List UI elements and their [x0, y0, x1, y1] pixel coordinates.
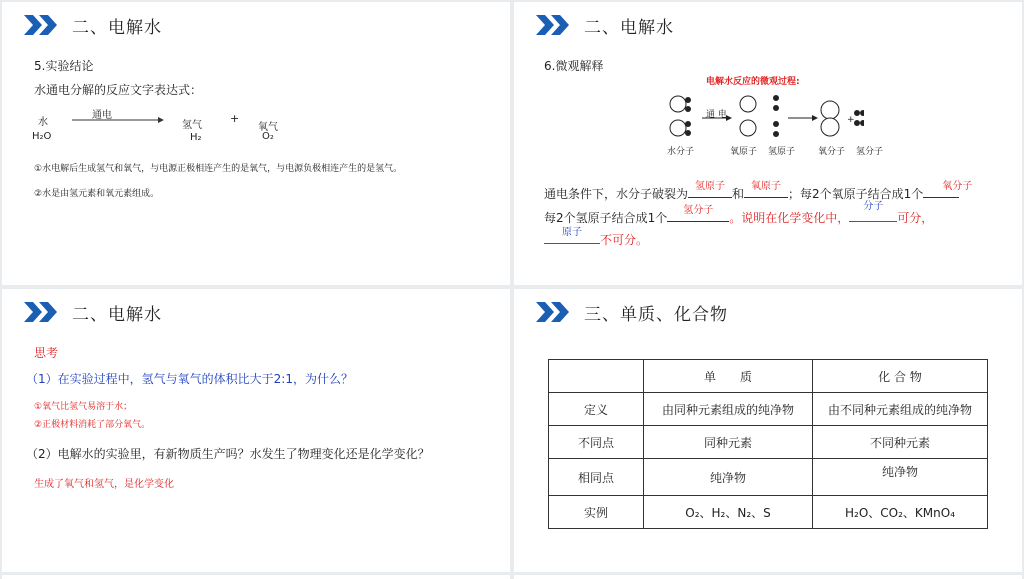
diagram-plus: +: [847, 115, 855, 125]
note-2: ②水是由氢元素和氧元素组成。: [34, 189, 160, 199]
slide-header: [24, 299, 162, 325]
double-chevron-icon: [24, 15, 60, 35]
slide-header: [24, 12, 162, 38]
table-cell: 由同种元素组成的纯净物: [644, 393, 813, 426]
table-row: [549, 393, 988, 426]
table-cell: H₂O、CO₂、KMnO₄: [813, 496, 988, 529]
table-cell: 实例: [549, 496, 644, 529]
reactant-formula: H₂O: [32, 131, 52, 142]
diagram-title: 电解水反应的微观过程:: [706, 77, 800, 87]
slide-4: [514, 289, 1022, 572]
explanation-line-1: 通电条件下，水分子破裂为 氢原子 和 氧原子 ；每2个氧原子结合成1个 氧分子: [544, 185, 959, 202]
double-chevron-icon: [536, 15, 572, 35]
comparison-table: [548, 359, 988, 529]
question-2: （2）电解水的实验里，有新物质生产吗？水发生了物理变化还是化学变化？: [26, 447, 430, 461]
table-cell: O₂、H₂、N₂、S: [644, 496, 813, 529]
table-cell: 纯净物: [644, 459, 813, 496]
label-oxygen-molecule: 氧分子: [818, 147, 846, 157]
table-header-row: [549, 360, 988, 393]
table-cell: 同种元素: [644, 426, 813, 459]
double-chevron-icon: [536, 302, 572, 322]
table-cell: 由不同种元素组成的纯净物: [813, 393, 988, 426]
label-hydrogen-atom: 氢原子: [768, 147, 796, 157]
section-heading: 5.实验结论: [34, 59, 94, 73]
table-header-cell: 化 合 物: [813, 360, 988, 393]
reaction-arrow: [72, 116, 164, 124]
slide-header: [536, 299, 728, 325]
product1-formula: H₂: [190, 132, 202, 143]
answer-2: 生成了氧气和氢气，是化学变化: [34, 479, 174, 490]
double-chevron-icon: [24, 302, 60, 322]
label-oxygen-atom: 氧原子: [730, 147, 758, 157]
slide-2: [514, 2, 1022, 285]
answer-atom: 原子: [562, 227, 582, 238]
label-hydrogen-molecule: 氢分子: [856, 147, 884, 157]
table-header-cell: 单 质: [644, 360, 813, 393]
diagram-arrow-label: 通 电: [706, 110, 727, 120]
answer-hydrogen-molecule: 氢分子: [683, 205, 714, 216]
product2-name: 氧气: [258, 122, 278, 133]
slide-title: 三、单质、化合物: [584, 304, 728, 325]
table-cell: 定义: [549, 393, 644, 426]
electrolysis-micro-diagram: [664, 90, 864, 142]
table-cell: 不同种元素: [813, 426, 988, 459]
note-1: ①水电解后生成氢气和氧气，与电源正极相连产生的是氧气，与电源负极相连产生的是氢气。: [34, 164, 403, 174]
product1-name: 氢气: [182, 120, 202, 131]
reaction-condition: 通电: [92, 110, 112, 121]
answer-1a: ①氧气比氢气易溶于水；: [34, 402, 133, 412]
equation-intro: 水通电分解的反应文字表达式：: [34, 83, 203, 97]
answer-oxygen-atom: 氧原子: [751, 181, 782, 192]
explanation-line-3: 原子 不可分。: [544, 231, 648, 248]
table-row: [549, 459, 988, 496]
answer-molecule: 分子: [863, 201, 884, 212]
slide-5-partial: [2, 575, 510, 579]
slide-3: [2, 289, 510, 572]
answer-oxygen-molecule: 氧分子: [942, 181, 973, 192]
slide-title: 二、电解水: [584, 17, 674, 38]
slide-header: [536, 12, 674, 38]
table-cell: 纯净物: [813, 459, 988, 496]
slide-title: 二、电解水: [72, 304, 162, 325]
table-row: [549, 496, 988, 529]
slide-1: [2, 2, 510, 285]
reactant-name: 水: [38, 117, 48, 128]
table-header-cell: [549, 360, 644, 393]
table-row: [549, 426, 988, 459]
explanation-line-2: 每2个氢原子结合成1个 氢分子 。说明在化学变化中， 分子 可分，: [544, 209, 933, 226]
section-heading: 6.微观解释: [544, 59, 604, 73]
answer-hydrogen-atom: 氢原子: [695, 181, 726, 192]
slide-title: 二、电解水: [72, 17, 162, 38]
answer-1b: ②正极材料消耗了部分氧气。: [34, 420, 151, 430]
plus-sign: +: [230, 112, 240, 125]
think-label: 思考: [34, 346, 59, 360]
label-water-molecule: 水分子: [667, 147, 695, 157]
question-1: （1）在实验过程中，氢气与氧气的体积比大于2:1，为什么？: [26, 372, 353, 386]
table-cell: 相同点: [549, 459, 644, 496]
product2-formula: O₂: [262, 131, 274, 142]
table-cell: 不同点: [549, 426, 644, 459]
slide-6-partial: [514, 575, 1022, 579]
